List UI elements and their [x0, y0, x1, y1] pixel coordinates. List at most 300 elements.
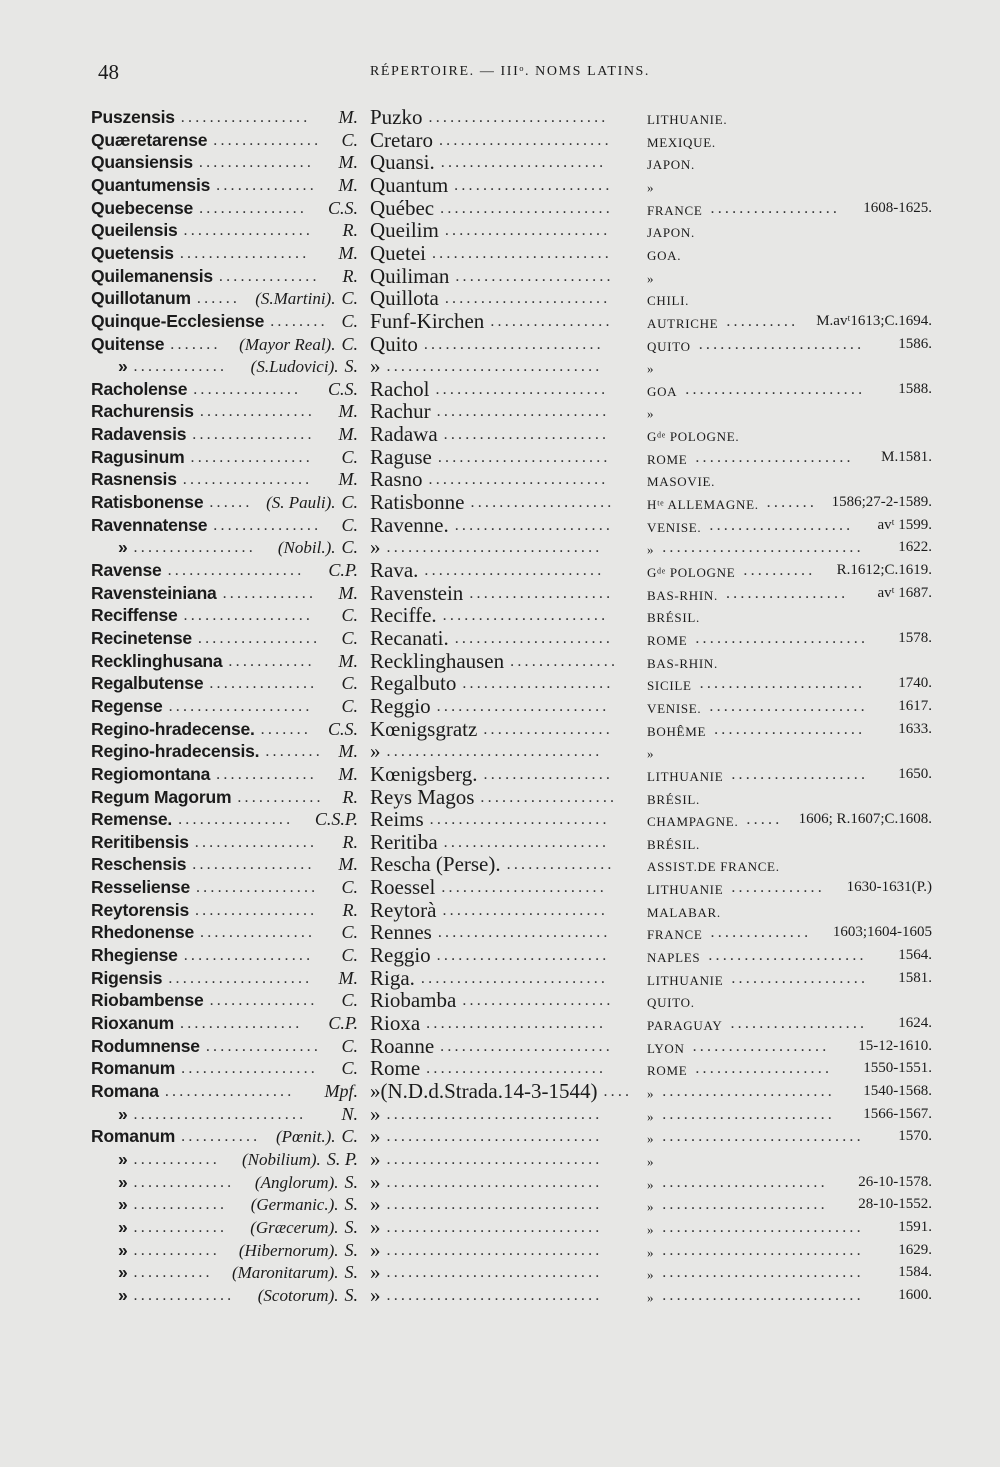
leader-dots: ................ [200, 924, 316, 942]
country: GOA [647, 383, 678, 399]
latin-name: Rachurensis [91, 401, 194, 422]
leader-dots: .............................. [386, 1218, 603, 1236]
country: GOA. [647, 247, 682, 263]
leader-dots: ........................ [133, 1105, 307, 1123]
leader-dots: .................... [469, 584, 614, 602]
institution-type: S. [344, 1284, 358, 1305]
latin-name: » [118, 1239, 128, 1260]
leader-dots: ................. [133, 539, 256, 557]
institution-type: C. [341, 605, 358, 626]
leader-dots: ......................... [685, 380, 866, 398]
table-row [0, 446, 1000, 469]
country: CHILI. [647, 293, 690, 309]
latin-name: Rioxanum [91, 1013, 174, 1033]
latin-qualifier: (S.Martini). [255, 289, 336, 309]
date: R.1612;C.1619. [836, 562, 932, 578]
leader-dots: ....................... [662, 1173, 828, 1191]
latin-name: Recinetense [91, 627, 192, 648]
french-name: Puzko [370, 105, 423, 129]
leader-dots: .................... [470, 494, 615, 512]
country: » [647, 1221, 655, 1237]
leader-dots: .............................. [386, 1173, 603, 1191]
leader-dots: .................. [164, 1082, 295, 1100]
leader-dots: ................. [490, 312, 613, 330]
latin-name: Rodumnense [91, 1035, 200, 1056]
table-row [0, 242, 1000, 265]
french-name: » [370, 535, 381, 560]
french-name: Roessel [370, 875, 436, 900]
latin-name: Racholense [91, 378, 188, 399]
country: » [647, 746, 655, 762]
leader-dots: ................. [180, 1015, 303, 1032]
institution-type: M. [338, 424, 358, 445]
latin-name: Regino-hradecensis. [91, 741, 260, 762]
country: NAPLES [647, 950, 701, 966]
french-name: » [370, 1282, 381, 1307]
latin-name: Regiomontana [91, 763, 211, 784]
institution-type: C. [341, 514, 358, 535]
table-row [0, 627, 1000, 650]
table-row [0, 989, 1000, 1012]
country: SICILE [647, 678, 692, 694]
latin-name: Remense. [91, 809, 173, 830]
leader-dots: ............... [193, 380, 302, 398]
country: JAPON. [647, 225, 695, 241]
date: 1603;1604-1605 [832, 924, 932, 941]
leader-dots: .............................. [386, 1150, 603, 1168]
leader-dots: ........................ [440, 1037, 613, 1055]
leader-dots: ....................... [443, 833, 610, 851]
date: 1608-1625. [863, 199, 932, 216]
leader-dots: ............................ [662, 1128, 864, 1146]
french-name: Ravenne. [370, 512, 449, 537]
leader-dots: .............................. [386, 539, 603, 557]
table-row [0, 1035, 1000, 1058]
leader-dots: .................... [709, 516, 854, 534]
leader-dots: .................. [183, 222, 314, 240]
leader-dots: ........................ [695, 629, 869, 647]
latin-name: » [118, 1171, 128, 1192]
leader-dots: .................. [183, 947, 314, 965]
institution-type: S. [344, 356, 358, 377]
table-row [0, 899, 1000, 922]
french-name: Québec [370, 195, 435, 220]
leader-dots: ....................... [443, 426, 610, 444]
leader-dots: ............. [133, 1218, 228, 1236]
latin-qualifier: (Hibernorum). [238, 1240, 339, 1260]
leader-dots: ........................ [437, 448, 611, 466]
leader-dots: ............................ [662, 1218, 864, 1236]
leader-dots: .................. [182, 471, 313, 489]
institution-type: C. [341, 673, 358, 694]
leader-dots: .............................. [386, 358, 603, 376]
french-name: » [370, 739, 381, 764]
leader-dots: .............................. [386, 743, 603, 761]
leader-dots: ........................ [440, 199, 613, 217]
table-row [0, 423, 1000, 446]
leader-dots: ............. [133, 358, 228, 376]
leader-dots: ............................ [662, 539, 864, 557]
institution-type: C. [341, 1035, 358, 1056]
leader-dots: ........................ [436, 947, 610, 965]
institution-type: C. [341, 492, 358, 513]
leader-dots: ................... [695, 1060, 833, 1078]
leader-dots: ...................... [708, 947, 867, 965]
french-name: Reims [370, 807, 424, 832]
date: 1630-1631(P.) [846, 879, 932, 896]
french-name: Cretaro [370, 127, 433, 152]
french-name: » [370, 1146, 381, 1171]
leader-dots: ....................... [662, 1196, 828, 1214]
institution-type: C. [341, 1058, 358, 1079]
latin-name: Radavensis [91, 424, 187, 445]
institution-type: N. [341, 1103, 358, 1124]
latin-qualifier: (Nobil.). [277, 538, 336, 558]
date: 1740. [898, 675, 932, 692]
table-row [0, 310, 1000, 333]
leader-dots: ....................... [444, 290, 611, 308]
institution-type: C. [341, 627, 358, 648]
leader-dots: ................... [730, 1015, 868, 1032]
institution-type: M. [338, 401, 358, 422]
table-row [0, 491, 1000, 514]
table-row [0, 1057, 1000, 1080]
french-name: Ravenstein [370, 580, 464, 605]
leader-dots: ............................ [662, 1241, 864, 1259]
leader-dots: .................. [483, 765, 614, 783]
latin-name: » [118, 1148, 128, 1169]
french-name: Regalbuto [370, 671, 457, 696]
latin-qualifier: (Germanic.). [250, 1195, 339, 1215]
country: » [647, 1153, 655, 1169]
latin-name: Queilensis [91, 220, 178, 241]
leader-dots: ................. [192, 426, 315, 444]
leader-dots: .............................. [386, 1196, 603, 1214]
institution-type: M. [338, 650, 358, 671]
date: 1584. [898, 1264, 932, 1281]
country: » [647, 1289, 655, 1305]
date: 1586;27-2-1589. [831, 494, 932, 511]
institution-type: C.S. [327, 718, 358, 739]
institution-type: Mpf. [324, 1080, 358, 1101]
date: 1629. [898, 1241, 932, 1258]
leader-dots: ....................... [440, 154, 607, 172]
table-row [0, 831, 1000, 854]
running-title: RÉPERTOIRE. — IIIᵒ. NOMS LATINS. [369, 64, 651, 79]
leader-dots: ............... [209, 992, 318, 1010]
latin-qualifier: (S. Pauli). [266, 493, 336, 513]
leader-dots: .............. [133, 1286, 235, 1304]
date: 1600. [898, 1286, 932, 1303]
date: 1617. [898, 697, 932, 714]
latin-name: Reschensis [91, 854, 187, 875]
latin-name: Regalbutense [91, 673, 204, 694]
latin-name: Regino-hradecense. [91, 718, 255, 739]
table-row [0, 559, 1000, 582]
leader-dots: ...................... [695, 448, 854, 466]
leader-dots: ................. [194, 901, 318, 919]
country: QUITO. [647, 995, 695, 1011]
date: avᵗ 1687. [877, 584, 932, 601]
date: 1606; R.1607;C.1608. [798, 811, 932, 828]
institution-type: C.S.P. [314, 809, 358, 830]
institution-type: M. [338, 741, 358, 762]
french-name: Reggio [370, 693, 431, 718]
leader-dots: ............... [506, 856, 615, 874]
institution-type: C. [341, 288, 358, 309]
french-name: » [370, 1214, 381, 1239]
leader-dots: .............................. [386, 1241, 603, 1259]
leader-dots: ................... [480, 788, 618, 806]
latin-qualifier: (Maronitarum). [231, 1263, 339, 1283]
leader-dots: ......................... [428, 109, 609, 126]
leader-dots: .............................. [386, 1105, 603, 1123]
latin-name: » [118, 356, 128, 377]
leader-dots: ............... [199, 199, 308, 217]
table-row [0, 1171, 1000, 1194]
country: ROME [647, 632, 688, 648]
leader-dots: ........................ [662, 1105, 836, 1123]
date: 1550-1551. [863, 1060, 932, 1077]
country: VENISE. [647, 519, 702, 535]
leader-dots: ............... [510, 652, 619, 670]
leader-dots: .... [603, 1082, 633, 1100]
country: » [647, 1108, 655, 1124]
leader-dots: .............. [216, 765, 317, 783]
leader-dots: ................ [178, 811, 294, 829]
table-row [0, 876, 1000, 899]
latin-name: Romanum [91, 1058, 176, 1079]
leader-dots: .............................. [386, 1286, 603, 1304]
french-name: Raguse [370, 444, 432, 469]
table-row [0, 944, 1000, 967]
country: LITHUANIE [647, 768, 724, 784]
table-row [0, 400, 1000, 423]
institution-type: C. [341, 1126, 358, 1147]
table-row [0, 853, 1000, 876]
institution-type: C. [341, 695, 358, 716]
leader-dots: ....................... [441, 879, 607, 897]
table-row [0, 1080, 1000, 1103]
table-row [0, 1125, 1000, 1148]
leader-dots: ...................... [455, 267, 614, 285]
table-row [0, 672, 1000, 695]
country: QUITO [647, 338, 691, 354]
leader-dots: .............. [133, 1173, 235, 1191]
institution-type: C.P. [328, 560, 358, 580]
table-row [0, 786, 1000, 809]
institution-type: S. P. [326, 1148, 358, 1169]
leader-dots: ................... [181, 1060, 318, 1078]
french-name: Riobamba [370, 988, 457, 1013]
french-name: Funf-Kirchen [370, 308, 485, 333]
leader-dots: ................... [731, 969, 869, 987]
institution-type: C. [341, 333, 358, 354]
country: » [647, 1176, 655, 1192]
institution-type: R. [342, 786, 358, 807]
leader-dots: ....... [170, 335, 221, 353]
date: 1581. [898, 969, 932, 986]
latin-name: » [118, 1262, 128, 1283]
institution-type: M. [338, 469, 358, 490]
latin-qualifier: (Mayor Real). [239, 334, 336, 354]
french-name: Riga. [370, 965, 415, 990]
country: LITHUANIE [647, 882, 724, 898]
country: MASOVIE. [647, 474, 716, 490]
french-name: Radawa [370, 422, 438, 447]
table-row [0, 129, 1000, 152]
latin-name: Regense [91, 695, 163, 716]
table-row [0, 333, 1000, 356]
leader-dots: ..................... [462, 675, 614, 693]
latin-name: » [118, 1103, 128, 1124]
leader-dots: ....................... [442, 607, 609, 625]
institution-type: M. [338, 152, 358, 173]
leader-dots: ......................... [431, 244, 612, 262]
date: avᵗ 1599. [877, 516, 932, 533]
leader-dots: ............... [213, 516, 322, 534]
french-name: Reytorà [370, 897, 437, 922]
leader-dots: ...................... [454, 516, 614, 534]
latin-name: Regum Magorum [91, 786, 232, 807]
leader-dots: ...... [209, 494, 253, 512]
leader-dots: ..... [746, 811, 783, 829]
leader-dots: ................. [725, 584, 849, 602]
institution-type: R. [342, 899, 358, 920]
french-name: Reciffe. [370, 603, 437, 628]
table-row [0, 355, 1000, 378]
leader-dots: ................ [205, 1037, 322, 1055]
latin-name: Ravennatense [91, 514, 208, 535]
french-name: Rachol [370, 376, 430, 401]
institution-type: R. [342, 831, 358, 852]
country: MALABAR. [647, 904, 721, 920]
date: 1624. [898, 1015, 932, 1031]
leader-dots: ............. [222, 584, 317, 602]
institution-type: C. [341, 877, 358, 898]
latin-name: Rasnensis [91, 469, 177, 490]
french-name: Roanne [370, 1033, 435, 1058]
leader-dots: ................. [190, 448, 313, 466]
latin-name: Quantumensis [91, 174, 211, 195]
leader-dots: ............ [133, 1150, 220, 1168]
country: BOHÊME [647, 723, 707, 739]
table-row [0, 921, 1000, 944]
latin-name: Puszensis [91, 107, 175, 127]
institution-type: M. [338, 174, 358, 195]
latin-qualifier: (Scotorum). [257, 1285, 339, 1305]
table-row [0, 763, 1000, 786]
leader-dots: ..................... [714, 720, 866, 738]
date: 1540-1568. [863, 1082, 932, 1099]
leader-dots: ...... [196, 290, 241, 308]
latin-qualifier: (Anglorum). [254, 1172, 339, 1192]
country: LYON [647, 1040, 685, 1056]
institution-type: C. [341, 537, 358, 558]
institution-type: C. [341, 922, 358, 943]
leader-dots: ....... [766, 494, 818, 512]
institution-type: C. [341, 310, 358, 331]
latin-name: » [118, 537, 128, 558]
page-number: 48 [98, 60, 119, 84]
institution-type: C.P. [328, 1013, 358, 1033]
french-name: » [370, 1237, 381, 1262]
french-name: Rome [370, 1056, 421, 1081]
latin-name: Rhedonense [91, 922, 195, 943]
leader-dots: .............................. [386, 1128, 603, 1146]
institution-type: M. [338, 967, 358, 988]
institution-type: S. [344, 1239, 358, 1260]
leader-dots: ........................ [437, 924, 611, 942]
country: BRÉSIL. [647, 791, 700, 807]
country: BAS-RHIN. [647, 655, 718, 671]
date: 1588. [898, 380, 932, 397]
leader-dots: ............ [133, 1241, 220, 1259]
leader-dots: ............... [209, 675, 318, 693]
table-row [0, 808, 1000, 831]
french-name: » [370, 1192, 381, 1217]
leader-dots: ...................... [709, 697, 868, 715]
table-row [0, 514, 1000, 537]
leader-dots: ......................... [423, 335, 604, 353]
country: CHAMPAGNE. [647, 814, 739, 830]
french-name: Quito [370, 331, 418, 356]
table-row [0, 650, 1000, 673]
leader-dots: ................. [197, 629, 321, 647]
french-name: » [370, 1101, 381, 1126]
country: BAS-RHIN. [647, 587, 718, 603]
date: M.1581. [881, 448, 932, 465]
french-name: Reritiba [370, 829, 438, 854]
date: 1570. [898, 1128, 932, 1145]
latin-name: Ravense [91, 560, 162, 580]
table-row [0, 1193, 1000, 1216]
date: 1566-1567. [863, 1105, 932, 1122]
leader-dots: ......................... [429, 811, 610, 829]
latin-name: Romanum [91, 1126, 176, 1147]
table-row [0, 1284, 1000, 1307]
country: » [647, 179, 655, 195]
french-name: Quiliman [370, 263, 450, 288]
leader-dots: ........................ [662, 1082, 836, 1100]
country: JAPON. [647, 157, 695, 173]
date: 28-10-1552. [858, 1196, 932, 1213]
french-name: Recanati. [370, 625, 449, 650]
institution-type: C. [341, 945, 358, 966]
leader-dots: ......................... [428, 471, 609, 489]
institution-type: S. [344, 1216, 358, 1237]
institution-type: S. [344, 1262, 358, 1283]
french-name: » [370, 354, 381, 379]
country: MEXIQUE. [647, 134, 716, 150]
latin-qualifier: (Nobilium). [241, 1149, 321, 1169]
leader-dots: .......... [743, 562, 816, 579]
french-name: » [370, 1124, 381, 1149]
french-name: Reggio [370, 943, 431, 968]
leader-dots: .................. [710, 199, 841, 217]
latin-name: » [118, 1194, 128, 1215]
leader-dots: ......................... [426, 1015, 607, 1032]
country: » [647, 1244, 655, 1260]
date: 1564. [898, 947, 932, 964]
table-row [0, 536, 1000, 559]
french-name: Quetei [370, 240, 426, 265]
table-row [0, 718, 1000, 741]
date: 1622. [898, 539, 932, 556]
institution-type: C.S. [327, 378, 358, 399]
french-name: Quillota [370, 286, 439, 311]
french-name: Rachur [370, 399, 431, 424]
